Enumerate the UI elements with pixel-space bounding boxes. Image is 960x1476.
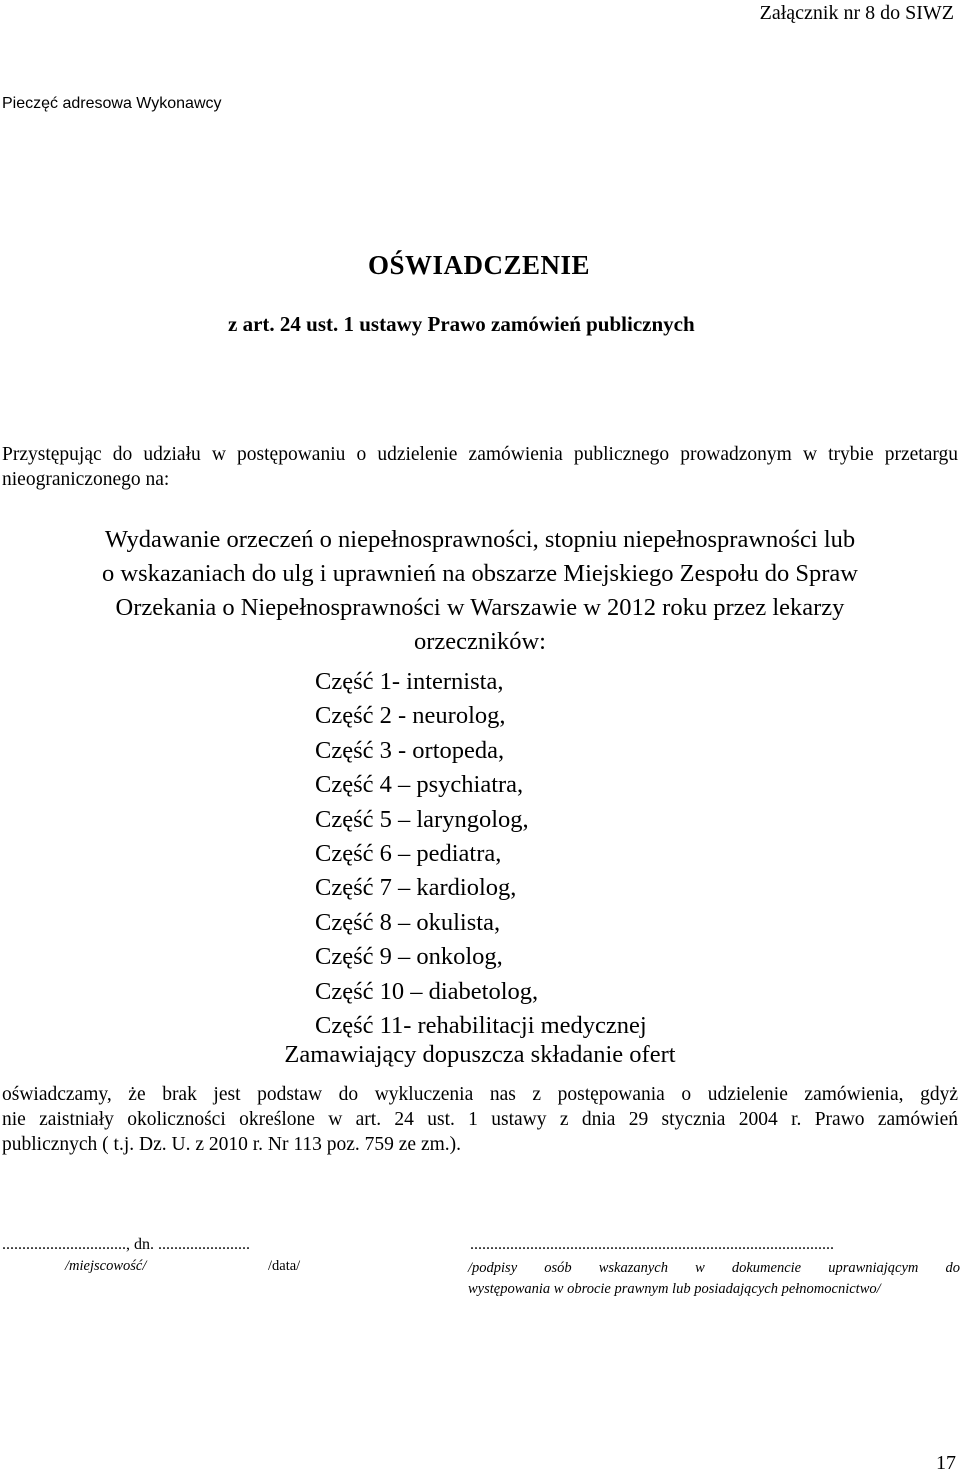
statement-paragraph: [2, 1082, 958, 1157]
subject-line: Wydawanie orzeczeń o niepełnosprawności, stopniu niepełnosprawności lub: [104, 526, 856, 553]
signature-label-line: /podpisy osób wskazanych w dokumencie uprawniającym do: [468, 1260, 960, 1276]
document-subtitle: z art. 24 ust. 1 ustawy Prawo zamówień publicznych: [228, 312, 695, 336]
annex-label: Załącznik nr 8 do SIWZ: [759, 2, 954, 24]
signature-label: [468, 1258, 960, 1300]
statement-line: oświadczamy, że brak jest podstaw do wykluczenia nas z postępowania o udzielenie zamówienia, gdyż: [2, 1084, 958, 1105]
list-item: Część 6 – pediatra,: [315, 840, 502, 868]
place-date-field: ..............................., dn. .......................: [2, 1236, 250, 1253]
subject-line: o wskazaniach do ulg i uprawnień na obszarze Miejskiego Zespołu do Spraw: [102, 560, 858, 587]
page-number: 17: [936, 1452, 956, 1474]
subject-line: Orzekania o Niepełnosprawności w Warszawie w 2012 roku przez lekarzy: [115, 594, 845, 621]
document-title: OŚWIADCZENIE: [368, 250, 591, 280]
date-label: /data/: [268, 1258, 301, 1274]
list-item: Część 11- rehabilitacji medycznej: [315, 1012, 647, 1040]
signature-field: ...........................................................................................: [470, 1236, 834, 1253]
intro-paragraph: Przystępując do udziału w postępowaniu o udzielenie zamówienia publicznego prowadzonym w trybie przetargu nieograniczonego na:: [2, 444, 958, 490]
partial-offers-note: Zamawiający dopuszcza składanie ofert: [284, 1041, 676, 1068]
statement-line: publicznych ( t.j. Dz. U. z 2010 r. Nr 113 poz. 759 ze zm.).: [2, 1134, 462, 1155]
list-item: Część 9 – onkolog,: [315, 943, 503, 971]
subject-line: orzeczników:: [414, 628, 546, 655]
place-label: /miejscowość/: [65, 1258, 147, 1274]
statement-line: nie zaistniały okoliczności określone w art. 24 ust. 1 ustawy z dnia 29 stycznia 2004 r. Prawo zamówień: [2, 1109, 958, 1130]
parts-list: [315, 665, 647, 1043]
list-item: Część 4 – psychiatra,: [315, 771, 524, 799]
list-item: Część 8 – okulista,: [315, 908, 501, 936]
list-item: Część 10 – diabetolog,: [315, 977, 539, 1005]
list-item: Część 3 - ortopeda,: [315, 736, 505, 764]
list-item: Część 5 – laryngolog,: [315, 805, 529, 833]
procurement-subject: [0, 523, 960, 659]
contractor-stamp-label: Pieczęć adresowa Wykonawcy: [2, 95, 222, 112]
signature-label-line: występowania w obrocie prawnym lub posiadających pełnomocnictwo/: [468, 1281, 881, 1297]
list-item: Część 7 – kardiolog,: [315, 874, 517, 902]
list-item: Część 2 - neurolog,: [315, 702, 506, 730]
list-item: Część 1- internista,: [315, 668, 504, 695]
